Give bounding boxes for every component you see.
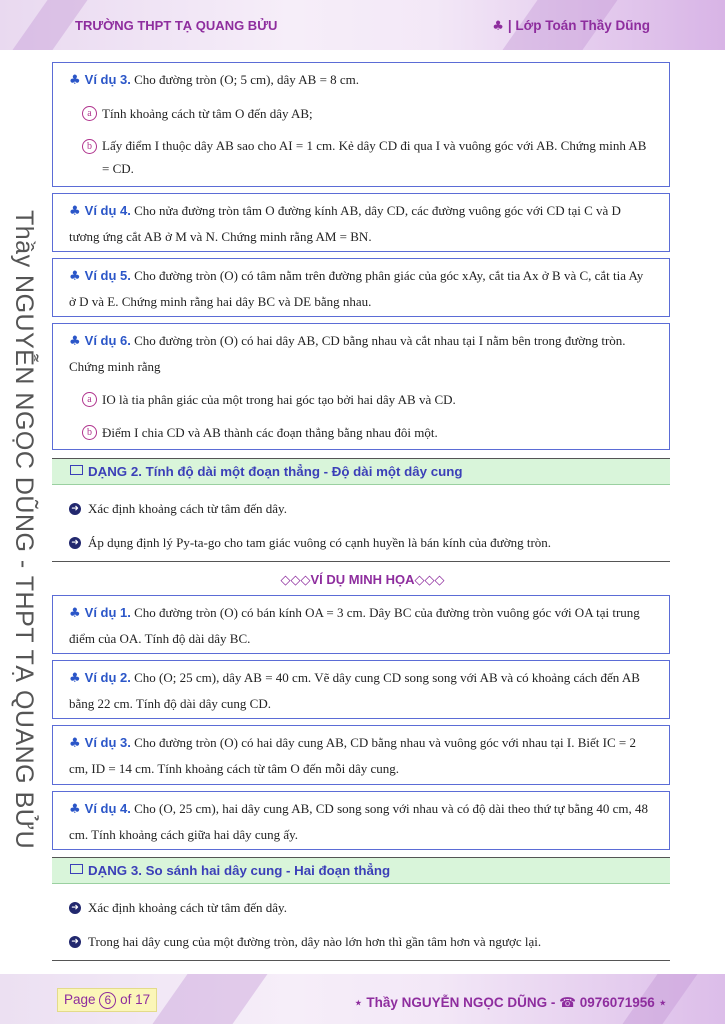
- method-title: DẠNG 3. So sánh hai dây cung - Hai đoạn thẳng: [52, 858, 670, 884]
- folder-icon: [70, 864, 83, 874]
- item-text: Điểm I chia CD và AB thành các đoạn thẳng bằng nhau đôi một.: [102, 425, 438, 440]
- page-footer: [0, 974, 725, 1024]
- trefoil-icon: ♣: [69, 204, 81, 219]
- folder-icon: [70, 465, 83, 475]
- example-text: Cho đường tròn (O) có bán kính OA = 3 cm. Dây BC của đường tròn vuông góc với OA tại trung điểm của OA. Tính độ dài dây BC.: [69, 605, 640, 646]
- trefoil-icon: ♣: [69, 671, 81, 686]
- school-name: TRƯỜNG THPT TẠ QUANG BỬU: [75, 18, 278, 33]
- item-marker-icon: a: [82, 392, 97, 407]
- class-name: ♣ | Lớp Toán Thầy Dũng: [492, 18, 650, 34]
- arrow-bullet-icon: ➜: [69, 503, 81, 515]
- item-text: Tính khoảng cách từ tâm O đến dây AB;: [102, 106, 313, 121]
- example-text: Cho đường tròn (O; 5 cm), dây AB = 8 cm.: [134, 72, 360, 87]
- example-box: [52, 725, 670, 785]
- example-label: Ví dụ 4.: [84, 801, 131, 816]
- trefoil-icon: ♣: [69, 802, 81, 817]
- side-watermark: [4, 210, 40, 850]
- item-marker-icon: a: [82, 106, 97, 121]
- phone-icon: ☎: [559, 995, 576, 1011]
- example-box: [52, 595, 670, 654]
- trefoil-icon: ♣: [69, 269, 81, 284]
- method-bullet: ➜ Xác định khoảng cách từ tâm đến dây.: [52, 898, 670, 918]
- trefoil-icon: ♣: [69, 606, 81, 621]
- side-text: Thầy NGUYỄN NGỌC DŨNG - THPT TẠ QUANG BỬU: [10, 210, 38, 850]
- method-box: [52, 458, 670, 562]
- page-number: 6: [99, 992, 116, 1009]
- page-header: [0, 0, 725, 50]
- example-text: Cho đường tròn (O) có hai dây cung AB, CD bằng nhau và vuông góc với nhau tại I. Biết IC = 2 cm, ID = 14 cm. Tính khoảng cách từ tâm O đến mỗi dây cung.: [69, 735, 636, 776]
- method-title: DẠNG 2. Tính độ dài một đoạn thẳng - Độ dài một dây cung: [52, 459, 670, 485]
- trefoil-icon: ♣: [69, 73, 81, 88]
- arrow-bullet-icon: ➜: [69, 902, 81, 914]
- method-box: [52, 857, 670, 961]
- example-label: Ví dụ 1.: [84, 605, 131, 620]
- page-indicator: Page 6 of 17: [57, 988, 157, 1012]
- item-marker-icon: b: [82, 425, 97, 440]
- example-label: Ví dụ 6.: [84, 333, 131, 348]
- example-label: Ví dụ 4.: [84, 203, 131, 218]
- diamond-ornament-icon: ◇◇◇: [414, 572, 445, 587]
- item-marker-icon: b: [82, 139, 97, 154]
- example-box: [52, 193, 670, 252]
- example-text: Cho (O, 25 cm), hai dây cung AB, CD song song với nhau và có độ dài theo thứ tự bằng 40 cm, 48 cm. Tính khoảng cách giữa hai dây cung ấy.: [69, 801, 648, 842]
- item-text: Lấy điểm I thuộc dây AB sao cho AI = 1 cm. Kẻ dây CD đi qua I và vuông góc với AB. Chứng minh AB = CD.: [102, 138, 647, 176]
- method-bullet: ➜ Xác định khoảng cách từ tâm đến dây.: [52, 499, 670, 519]
- author-info: ⋆ Thầy NGUYỄN NGỌC DŨNG - ☎ 0976071956 ⋆: [354, 995, 667, 1011]
- example-box: [52, 323, 670, 450]
- example-box: [52, 62, 670, 187]
- example-box: [52, 258, 670, 317]
- trefoil-icon: ♣: [492, 19, 504, 34]
- example-text: Cho đường tròn (O) có hai dây AB, CD bằng nhau và cắt nhau tại I nằm bên trong đường tròn. Chứng minh rằng: [69, 333, 626, 374]
- example-label: Ví dụ 3.: [84, 72, 131, 87]
- example-label: Ví dụ 3.: [84, 735, 131, 750]
- example-text: Cho nửa đường tròn tâm O đường kính AB, dây CD, các đường vuông góc với CD tại C và D tương ứng cắt AB ở M và N. Chứng minh rằng AM = BN.: [69, 203, 621, 244]
- method-bullet: ➜ Trong hai dây cung của một đường tròn, dây nào lớn hơn thì gần tâm hơn và ngược lại.: [52, 932, 670, 952]
- diamond-ornament-icon: ◇◇◇: [280, 572, 311, 587]
- example-box: [52, 791, 670, 850]
- arrow-bullet-icon: ➜: [69, 537, 81, 549]
- example-label: Ví dụ 2.: [84, 670, 131, 685]
- example-text: Cho (O; 25 cm), dây AB = 40 cm. Vẽ dây cung CD song song với AB và có khoảng cách đến AB bằng 22 cm. Tính độ dài dây cung CD.: [69, 670, 640, 711]
- section-heading: ◇◇◇VÍ DỤ MINH HỌA◇◇◇: [280, 572, 445, 587]
- trefoil-icon: ♣: [69, 736, 81, 751]
- item-text: IO là tia phân giác của một trong hai góc tạo bởi hai dây AB và CD.: [102, 392, 456, 407]
- example-label: Ví dụ 5.: [84, 268, 131, 283]
- trefoil-icon: ♣: [69, 334, 81, 349]
- example-box: [52, 660, 670, 719]
- example-text: Cho đường tròn (O) có tâm nằm trên đường phân giác của góc xAy, cắt tia Ax ở B và C, cắt tia Ay ở D và E. Chứng minh rằng hai dây BC và DE bằng nhau.: [69, 268, 644, 309]
- arrow-bullet-icon: ➜: [69, 936, 81, 948]
- method-bullet: ➜ Áp dụng định lý Py-ta-go cho tam giác vuông có cạnh huyền là bán kính của đường tròn.: [52, 533, 670, 553]
